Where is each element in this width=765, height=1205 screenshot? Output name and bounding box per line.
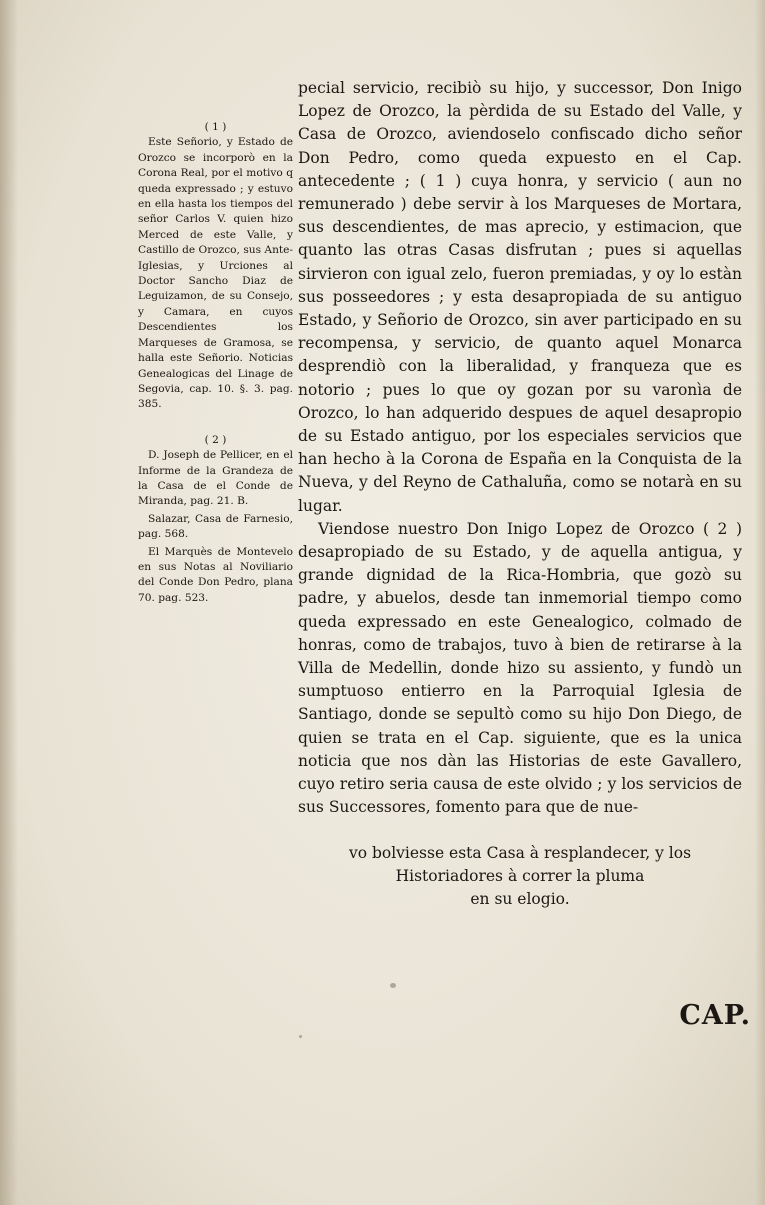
paragraph-1: pecial servicio, recibiò su hijo, y successor, Don Inigo Lopez de Orozco, la pèrdida de su Estado del Valle, y Casa de Orozco, aviendoselo confiscado dicho señor Don Pedro, como queda expuesto en el Cap. antecedente ; ( 1 ) cuya honra, y servicio ( aun no remunerado ) debe servir à los Marqueses de Mortara, sus descendientes, de mas aprecio, y estimacion, que quanto las otras Casas disfrutan ; pues si aquellas sirvieron con igual zelo, fueron premiadas, y oy lo estàn sus posseedores ; y esta desapropiada de su antiguo Estado, y Señorio de Orozco, sin aver participado en su recompensa, y servicio, de quanto aquel Monarca desprendiò con la liberalidad, y franqueza que es notorio ; pues lo que oy gozan por su varonìa de Orozco, lo han adquerido despues de aquel desapropio de su Estado antiguo, por los especiales servicios que han hecho à la Corona de España en la Conquista de la Nueva, y del Reyno de Cathaluña, como se notarà en su lugar. <box>298 79 742 515</box>
margin-notes <box>138 120 293 626</box>
catchword: CAP. <box>679 1000 751 1031</box>
closing-line: Historiadores à correr la pluma <box>395 867 645 886</box>
paragraph-2: Viendose nuestro Don Inigo Lopez de Orozco ( 2 ) desapropiado de su Estado, y de aquella antigua, y grande dignidad de la Rica-Hombria, que gozò su padre, y abuelos, desde tan inmemorial tiempo como queda expressado en este Genealogico, colmado de honras, como de trabajos, tuvo à bien de retirarse à la Villa de Medellin, donde hizo su assiento, y fundò un sumptuoso entierro en la Parroquial Iglesia de Santiago, donde se sepultò como su hijo Don Diego, de quien se trata en el Cap. siguiente, que es la unica noticia que nos dàn las Historias de este Gavallero, cuyo retiro seria causa de este olvido ; y los servicios de sus Successores, fomento para que de nue- <box>298 519 742 817</box>
closing-lines <box>298 842 742 912</box>
closing-line: en su elogio. <box>470 890 570 909</box>
note-number: ( 1 ) <box>204 121 227 133</box>
closing-line: vo bolviesse esta Casa à resplandecer, y los <box>348 844 692 862</box>
note-entry: D. Joseph de Pellicer, en el Informe de la Grandeza de la Casa de el Conde de Miranda, pag. 21. B. <box>138 449 293 508</box>
note-entry: Este Señorio, y Estado de Orozco se incorporò en la Corona Real, por el motivo q queda expressado ; y estuvo en ella hasta los tiempos del señor Carlos V. quien hizo Merced de este Valle, y Castillo de Orozco, sus Ante-Iglesias, y Urciones al Doctor Sancho Diaz de Leguizamon, de su Consejo, y Camara, en cuyos Descendientes los Marqueses de Gramosa, se halla este Señorio. Noticias Genealogicas del Linage de Segovia, cap. 10. §. 3. pag. 385. <box>138 136 293 411</box>
margin-note-1 <box>138 120 293 413</box>
page-shadow-right <box>755 0 765 1205</box>
ink-spot <box>299 1035 302 1038</box>
margin-note-2 <box>138 433 293 606</box>
note-number: ( 2 ) <box>204 433 227 446</box>
ink-spot <box>390 983 396 988</box>
note-entry: Salazar, Casa de Farnesio, pag. 568. <box>138 512 293 541</box>
main-text-column <box>298 77 742 820</box>
note-entry: El Marquès de Montevelo en sus Notas al Noviliario del Conde Don Pedro, plana 70. pag. 523. <box>138 545 293 604</box>
page-shadow-left <box>0 0 18 1205</box>
